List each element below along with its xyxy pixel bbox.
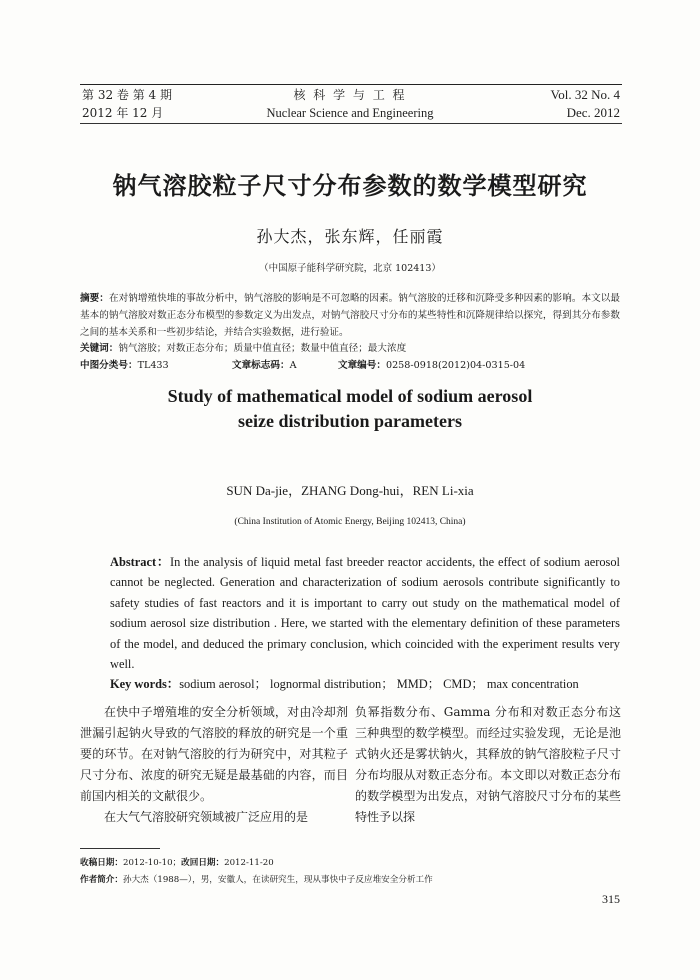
article-title-zh: 钠气溶胶粒子尺寸分布参数的数学模型研究 [112, 172, 588, 200]
authors-en: SUN Da-jie，ZHANG Dong-hui，REN Li-xia [226, 483, 474, 498]
header-vol-no: Vol. 32 No. 4 [550, 87, 620, 102]
article-no-value: 0258-0918(2012)04-0315-04 [385, 360, 526, 372]
page-number: 315 [602, 892, 620, 906]
header-top-rule [80, 84, 622, 85]
revised-label: 改回日期： [181, 858, 225, 868]
keywords-zh-label: 关键词： [80, 343, 119, 355]
footnote-dates [80, 855, 620, 872]
article-no-label: 文章编号： [338, 360, 386, 372]
article-title-en-line2: seize distribution parameters [238, 411, 462, 431]
body-column-left [80, 702, 348, 828]
abstract-en-text: In the analysis of liquid metal fast breeder reactor accidents, the effect of sodium aerosol cannot be neglected. Generation and characterization of sodium aerosols contribute significantly to safety studies of fast reactors and it is important to carry out study on the mathematical model of sodium aerosol size distribution . Here, we started with the elementary definition of these parameters of the model, and deduced the primary conclusion, which coincided with the experiment results very well. [110, 555, 620, 672]
clc-value: TL433 [137, 360, 169, 372]
abstract-zh-block [80, 291, 620, 375]
header-date-zh: 2012 年 12 月 [82, 106, 164, 120]
header-bottom-rule [80, 123, 622, 124]
doc-code-value: A [289, 360, 297, 372]
article-title-en-line1: Study of mathematical model of sodium aerosol [167, 386, 533, 406]
header-journal-en: Nuclear Science and Engineering [266, 106, 434, 120]
classification-row [80, 358, 620, 375]
header-vol-en [551, 86, 620, 122]
abstract-en-block [110, 552, 620, 695]
footnote-rule [80, 848, 160, 849]
article-title-en [0, 384, 700, 434]
abstract-zh-text: 在对钠增殖快堆的事故分析中，钠气溶胶的影响是不可忽略的因素。钠气溶胶的迁移和沉降受多种因素的影响。本文以最基本的钠气溶胶对数正态分布模型的参数定义为出发点，对钠气溶胶尺寸分布的某些特性和沉降规律给以探究，得到其分布参数之间的基本关系和一些初步结论，并结合实验数据，进行验证。 [80, 293, 621, 338]
author-bio-label: 作者简介： [80, 875, 123, 885]
abstract-zh [80, 291, 620, 341]
abstract-en [110, 552, 620, 674]
revised-date: 2012-11-20 [224, 858, 274, 868]
keywords-en [110, 674, 620, 694]
authors-zh: 孙大杰，张东辉，任丽霞 [256, 227, 444, 246]
keywords-en-label: Key words： [110, 677, 180, 692]
header-date-en: Dec. 2012 [566, 105, 620, 120]
affiliation-en: (China Institution of Atomic Energy, Beijing 102413, China) [234, 517, 466, 527]
clc-label: 中图分类号： [80, 360, 138, 372]
body-paragraph: 负幂指数分布、Gamma 分布和对数正态分布这三种典型的数学模型。而经过实验发现，无论是池式钠火还是雾状钠火，其释放的钠气溶胶粒子尺寸分布均服从对数正态分布。本文即以对数正态分布的数学模型为出发点，对钠气溶胶尺寸分布的某些特性予以探 [355, 705, 621, 824]
header-volume: 第 32 卷 第 4 期 [82, 88, 172, 102]
body-column-right [355, 702, 621, 828]
received-date: 2012-10-10； [122, 858, 182, 868]
footnotes [80, 855, 620, 889]
body-paragraph: 在大气气溶胶研究领域被广泛应用的是 [104, 810, 309, 824]
keywords-en-text: sodium aerosol； lognormal distribution； MMD； CMD； max concentration [179, 677, 579, 692]
body-paragraph: 在快中子增殖堆的安全分析领域，对由冷却剂泄漏引起钠火导致的气溶胶的释放的研究是一个重要的环节。在对钠气溶胶的行为研究中，对其粒子尺寸分布、浓度的研究无疑是最基础的内容，而目前国内相关的文献很少。 [80, 705, 348, 803]
keywords-zh-text: 钠气溶胶；对数正态分布；质量中值直径；数量中值直径；最大浓度 [118, 343, 407, 355]
doc-code-label: 文章标志码： [232, 360, 290, 372]
affiliation-zh: （中国原子能科学研究院，北京 102413） [259, 263, 441, 274]
footnote-author [80, 872, 620, 889]
keywords-zh [80, 341, 620, 358]
abstract-en-label: Abstract： [110, 555, 170, 569]
received-label: 收稿日期： [80, 858, 123, 868]
header-journal-zh: 核 科 学 与 工 程 [293, 88, 407, 102]
author-bio: 孙大杰（1988—），男，安徽人，在读研究生，现从事快中子反应堆安全分析工作 [122, 875, 433, 885]
abstract-zh-label: 摘要： [80, 293, 109, 304]
